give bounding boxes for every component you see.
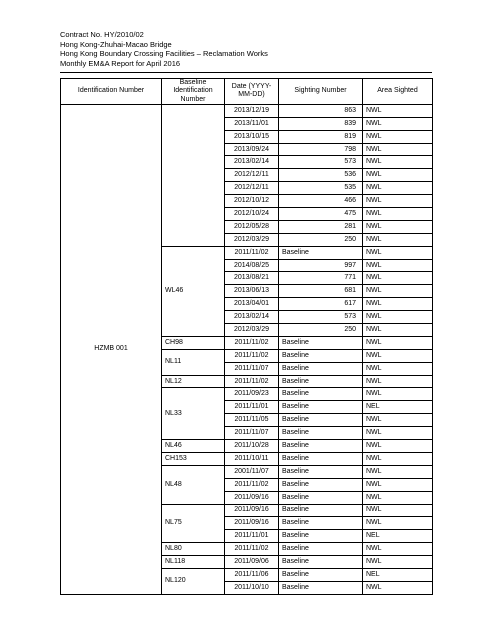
area-sighted-cell: NEL: [363, 568, 433, 581]
area-sighted-cell: NWL: [363, 259, 433, 272]
date-cell: 2013/02/14: [225, 311, 279, 324]
sighting-number-cell: Baseline: [279, 504, 363, 517]
date-cell: 2011/11/07: [225, 362, 279, 375]
sighting-number-cell: Baseline: [279, 530, 363, 543]
date-cell: 2012/05/28: [225, 220, 279, 233]
date-cell: 2011/09/06: [225, 556, 279, 569]
area-sighted-cell: NWL: [363, 504, 433, 517]
baseline-id-cell: NL11: [162, 349, 225, 375]
sighting-number-cell: 466: [279, 195, 363, 208]
baseline-id-cell: NL33: [162, 388, 225, 440]
contract-number: Contract No. HY/2010/02: [60, 30, 144, 39]
area-sighted-cell: NWL: [363, 517, 433, 530]
date-cell: 2011/11/02: [225, 543, 279, 556]
baseline-id-cell: NL118: [162, 556, 225, 569]
sighting-number-cell: 475: [279, 208, 363, 221]
date-cell: 2012/12/11: [225, 182, 279, 195]
sighting-number-cell: Baseline: [279, 375, 363, 388]
date-cell: 2011/11/06: [225, 568, 279, 581]
sighting-number-cell: Baseline: [279, 427, 363, 440]
area-sighted-cell: NWL: [363, 220, 433, 233]
baseline-id-cell: NL120: [162, 568, 225, 594]
sighting-number-cell: Baseline: [279, 556, 363, 569]
date-cell: 2012/10/24: [225, 208, 279, 221]
column-header-baseline-identification-number: Baseline Identification Number: [162, 79, 225, 105]
table-body: [61, 104, 433, 594]
sighting-number-cell: 250: [279, 233, 363, 246]
works-name: Hong Kong Boundary Crossing Facilities – Reclamation Works: [60, 49, 268, 59]
date-cell: 2012/03/29: [225, 324, 279, 337]
date-cell: 2011/09/23: [225, 388, 279, 401]
date-cell: 2011/11/01: [225, 530, 279, 543]
area-sighted-cell: NWL: [363, 311, 433, 324]
area-sighted-cell: NWL: [363, 375, 433, 388]
date-cell: 2011/09/16: [225, 491, 279, 504]
baseline-id-cell: CH98: [162, 336, 225, 349]
area-sighted-cell: NWL: [363, 169, 433, 182]
column-header-identification-number: Identification Number: [61, 79, 162, 105]
area-sighted-cell: NWL: [363, 388, 433, 401]
date-cell: 2001/11/07: [225, 465, 279, 478]
sighting-number-cell: 863: [279, 104, 363, 117]
dolphin-sighting-table: [60, 78, 433, 595]
sighting-number-cell: 798: [279, 143, 363, 156]
area-sighted-cell: NWL: [363, 478, 433, 491]
sighting-number-cell: Baseline: [279, 581, 363, 594]
baseline-id-cell: NL75: [162, 504, 225, 543]
sighting-number-cell: Baseline: [279, 465, 363, 478]
area-sighted-cell: NWL: [363, 491, 433, 504]
area-sighted-cell: NWL: [363, 336, 433, 349]
area-sighted-cell: NWL: [363, 556, 433, 569]
sighting-number-cell: Baseline: [279, 362, 363, 375]
sighting-number-cell: Baseline: [279, 246, 363, 259]
date-cell: 2013/04/01: [225, 298, 279, 311]
column-header-date: Date (YYYY-MM-DD): [225, 79, 279, 105]
table-row: [61, 104, 433, 117]
sighting-number-cell: Baseline: [279, 452, 363, 465]
sighting-number-cell: Baseline: [279, 349, 363, 362]
date-cell: 2013/06/13: [225, 285, 279, 298]
date-cell: 2011/11/02: [225, 246, 279, 259]
sighting-number-cell: 839: [279, 117, 363, 130]
column-header-sighting-number: Sighting Number: [279, 79, 363, 105]
baseline-id-cell: WL46: [162, 246, 225, 336]
date-cell: 2012/12/11: [225, 169, 279, 182]
baseline-id-cell: CH153: [162, 452, 225, 465]
area-sighted-cell: NWL: [363, 285, 433, 298]
sighting-number-cell: 771: [279, 272, 363, 285]
area-sighted-cell: NWL: [363, 272, 433, 285]
area-sighted-cell: NEL: [363, 401, 433, 414]
date-cell: 2011/11/07: [225, 427, 279, 440]
date-cell: 2013/12/19: [225, 104, 279, 117]
area-sighted-cell: NWL: [363, 414, 433, 427]
date-cell: 2013/11/01: [225, 117, 279, 130]
area-sighted-cell: NWL: [363, 298, 433, 311]
sighting-number-cell: Baseline: [279, 491, 363, 504]
area-sighted-cell: NWL: [363, 104, 433, 117]
date-cell: 2011/11/02: [225, 349, 279, 362]
baseline-id-cell: NL80: [162, 543, 225, 556]
area-sighted-cell: NWL: [363, 543, 433, 556]
date-cell: 2012/03/29: [225, 233, 279, 246]
area-sighted-cell: NWL: [363, 208, 433, 221]
area-sighted-cell: NWL: [363, 427, 433, 440]
area-sighted-cell: NWL: [363, 195, 433, 208]
date-cell: 2011/10/11: [225, 452, 279, 465]
sighting-number-cell: Baseline: [279, 517, 363, 530]
sighting-number-cell: Baseline: [279, 543, 363, 556]
date-cell: 2013/02/14: [225, 156, 279, 169]
area-sighted-cell: NWL: [363, 362, 433, 375]
sighting-number-cell: 617: [279, 298, 363, 311]
table-header-row: [61, 79, 433, 105]
area-sighted-cell: NWL: [363, 156, 433, 169]
project-name: Hong Kong-Zhuhai-Macao Bridge: [60, 39, 172, 49]
sighting-number-cell: Baseline: [279, 401, 363, 414]
baseline-id-cell: NL46: [162, 440, 225, 453]
date-cell: 2013/08/21: [225, 272, 279, 285]
report-title: Monthly EM&A Report for April 2016: [60, 58, 181, 68]
sighting-number-cell: 573: [279, 156, 363, 169]
area-sighted-cell: NEL: [363, 530, 433, 543]
date-cell: 2011/10/28: [225, 440, 279, 453]
baseline-id-cell: [162, 104, 225, 246]
sighting-number-cell: 250: [279, 324, 363, 337]
sighting-number-cell: 535: [279, 182, 363, 195]
sighting-number-cell: 573: [279, 311, 363, 324]
area-sighted-cell: NWL: [363, 324, 433, 337]
sighting-number-cell: 536: [279, 169, 363, 182]
sighting-number-cell: Baseline: [279, 336, 363, 349]
date-cell: 2011/11/05: [225, 414, 279, 427]
baseline-id-cell: NL48: [162, 465, 225, 504]
baseline-id-cell: NL12: [162, 375, 225, 388]
date-cell: 2011/09/16: [225, 517, 279, 530]
date-cell: 2012/10/12: [225, 195, 279, 208]
date-cell: 2011/10/10: [225, 581, 279, 594]
area-sighted-cell: NWL: [363, 452, 433, 465]
date-cell: 2014/08/25: [225, 259, 279, 272]
sighting-number-cell: 281: [279, 220, 363, 233]
area-sighted-cell: NWL: [363, 465, 433, 478]
date-cell: 2011/11/02: [225, 375, 279, 388]
area-sighted-cell: NWL: [363, 581, 433, 594]
sighting-number-cell: 819: [279, 130, 363, 143]
date-cell: 2011/11/02: [225, 478, 279, 491]
column-header-area-sighted: Area Sighted: [363, 79, 433, 105]
date-cell: 2011/09/16: [225, 504, 279, 517]
sighting-number-cell: Baseline: [279, 440, 363, 453]
sighting-number-cell: Baseline: [279, 414, 363, 427]
area-sighted-cell: NWL: [363, 440, 433, 453]
area-sighted-cell: NWL: [363, 233, 433, 246]
date-cell: 2011/11/01: [225, 401, 279, 414]
sighting-number-cell: 997: [279, 259, 363, 272]
sighting-number-cell: 681: [279, 285, 363, 298]
area-sighted-cell: NWL: [363, 143, 433, 156]
date-cell: 2013/09/24: [225, 143, 279, 156]
sighting-number-cell: Baseline: [279, 478, 363, 491]
sighting-number-cell: Baseline: [279, 388, 363, 401]
header-divider: [60, 72, 432, 73]
identification-number-cell: HZMB 001: [61, 104, 162, 594]
area-sighted-cell: NWL: [363, 130, 433, 143]
date-cell: 2013/10/15: [225, 130, 279, 143]
sighting-number-cell: Baseline: [279, 568, 363, 581]
area-sighted-cell: NWL: [363, 349, 433, 362]
area-sighted-cell: NWL: [363, 246, 433, 259]
area-sighted-cell: NWL: [363, 182, 433, 195]
date-cell: 2011/11/02: [225, 336, 279, 349]
report-header: [60, 30, 432, 68]
area-sighted-cell: NWL: [363, 117, 433, 130]
